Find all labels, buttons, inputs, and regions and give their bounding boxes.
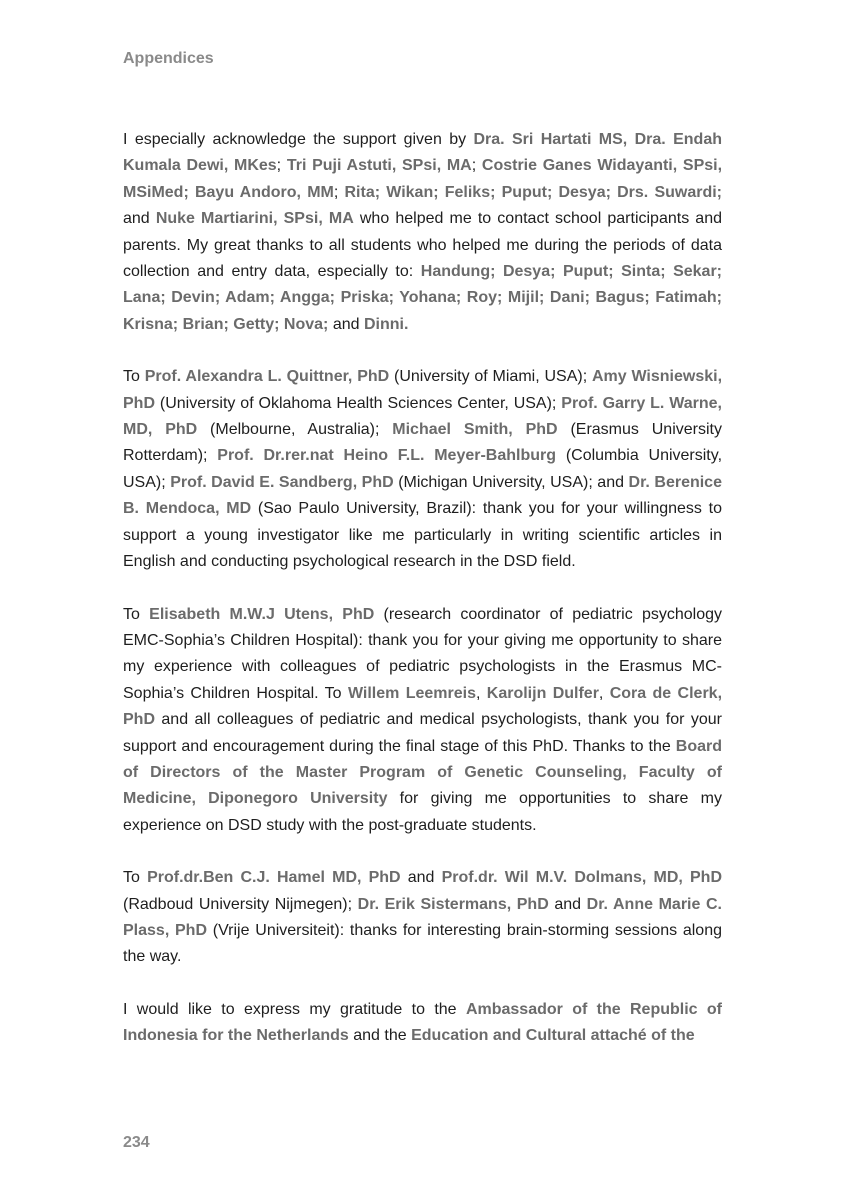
text-run: and xyxy=(400,869,442,887)
acknowledgements-body xyxy=(123,127,722,1076)
name-highlight: Karolijn Dulfer xyxy=(486,684,599,702)
text-run: , xyxy=(598,684,610,702)
name-highlight: Dra. Sri Hartati MS, Dra. Endah Kumala Dewi, MKes xyxy=(123,131,722,175)
text-run: To xyxy=(123,368,145,386)
name-highlight: Education and Cultural attaché of the xyxy=(411,1027,695,1045)
text-run: ; xyxy=(471,157,482,175)
name-highlight: Costrie Ganes Widayanti, SPsi, MSiMed; Bayu Andoro, MM xyxy=(123,157,723,201)
text-run: (Vrije Universiteit): thanks for interesting brain-storming sessions along the way. xyxy=(123,921,723,966)
paragraph-international-mentors xyxy=(123,364,722,575)
name-highlight: Handung; Desya; Puput; Sinta; Sekar; Lana; Devin; Adam; Angga; Priska; Yohana; Roy; Mijil; Dani; Bagus; Fatimah; Krisna; Brian; Getty; Nova; xyxy=(123,263,723,333)
text-run: for giving me opportunities to share my experience on DSD study with the post-graduate students. xyxy=(123,790,722,834)
text-run: and xyxy=(328,315,364,333)
name-highlight: Board of Directors of the Master Program of Genetic Counseling, Faculty of Medicine, Diponegoro University xyxy=(123,737,722,808)
text-run: ; xyxy=(276,157,287,175)
text-run: (University of Oklahoma Health Sciences Center, USA); xyxy=(155,394,562,412)
name-highlight: Willem Leemreis xyxy=(347,684,476,702)
text-run: (University of Miami, USA); xyxy=(389,368,592,386)
name-highlight: Dr. Erik Sistermans, PhD xyxy=(357,895,549,913)
page-number: 234 xyxy=(123,1134,150,1151)
text-run: who helped me to contact school participants and parents. My great thanks to all students who helped me during the periods of data collection and entry data, especially to: xyxy=(123,210,723,281)
name-highlight: Rita; Wikan; Feliks; Puput; Desya; Drs. Suwardi; xyxy=(344,183,723,201)
text-run: , xyxy=(475,684,487,702)
text-run: I would like to express my gratitude to the xyxy=(123,1000,466,1018)
name-highlight: Elisabeth M.W.J Utens, PhD xyxy=(149,605,375,623)
paragraph-nijmegen-vu xyxy=(123,865,722,971)
paragraph-ambassador xyxy=(123,997,722,1050)
name-highlight: Dr. Anne Marie C. Plass, PhD xyxy=(123,895,722,939)
name-highlight: Prof. Alexandra L. Quittner, PhD xyxy=(144,368,390,386)
text-run: and the xyxy=(348,1027,412,1045)
text-run: (Columbia University, USA); xyxy=(123,447,723,491)
name-highlight: Ambassador of the Republic of Indonesia for the Netherlands xyxy=(123,1000,723,1045)
name-highlight: Prof. David E. Sandberg, PhD xyxy=(170,473,394,491)
text-run: (Sao Paulo University, Brazil): thank you for your willingness to support a young investigator like me particularly in writing scientific articles in English and conducting psychological research in the DSD field. xyxy=(123,500,723,571)
name-highlight: Prof. Dr.rer.nat Heino F.L. Meyer-Bahlburg xyxy=(217,447,557,465)
text-run: (research coordinator of pediatric psychology EMC-Sophia’s Children Hospital): thank you for your giving me opportunity to share my experience with colleagues of pediatric psychologists in the Erasmus MC-Sophia’s Children Hospital. To xyxy=(123,605,723,702)
text-run: (Melbourne, Australia); xyxy=(197,421,393,439)
name-highlight: Dr. Berenice B. Mendoca, MD xyxy=(123,473,722,518)
name-highlight: Dinni. xyxy=(363,315,409,333)
text-run: (Michigan University, USA); and xyxy=(393,473,629,491)
running-header: Appendices xyxy=(123,50,214,67)
text-run: To xyxy=(123,869,148,887)
name-highlight: Prof. Garry L. Warne, MD, PhD xyxy=(123,394,722,439)
text-run: To xyxy=(123,605,150,623)
text-run: and xyxy=(548,895,587,913)
text-run: (Erasmus University Rotterdam); xyxy=(123,421,722,465)
text-run: I especially acknowledge the support given by xyxy=(123,131,474,148)
name-highlight: Michael Smith, PhD xyxy=(392,421,558,439)
name-highlight: Nuke Martiarini, SPsi, MA xyxy=(155,210,354,228)
paragraph-school-support xyxy=(123,127,722,338)
name-highlight: Prof.dr. Wil M.V. Dolmans, MD, PhD xyxy=(441,869,722,887)
paragraph-emc-sophia xyxy=(123,602,722,840)
name-highlight: Amy Wisniewski, PhD xyxy=(123,368,723,412)
text-run: (Radboud University Nijmegen); xyxy=(123,895,358,913)
name-highlight: Cora de Clerk, PhD xyxy=(123,684,723,729)
name-highlight: Tri Puji Astuti, SPsi, MA xyxy=(286,157,472,175)
text-run: and all colleagues of pediatric and medical psychologists, thank you for your support and encouragement during the final stage of this PhD. Thanks to the xyxy=(123,711,722,755)
text-run: ; xyxy=(333,183,345,201)
text-run: and xyxy=(123,210,156,228)
name-highlight: Prof.dr.Ben C.J. Hamel MD, PhD xyxy=(147,869,401,887)
